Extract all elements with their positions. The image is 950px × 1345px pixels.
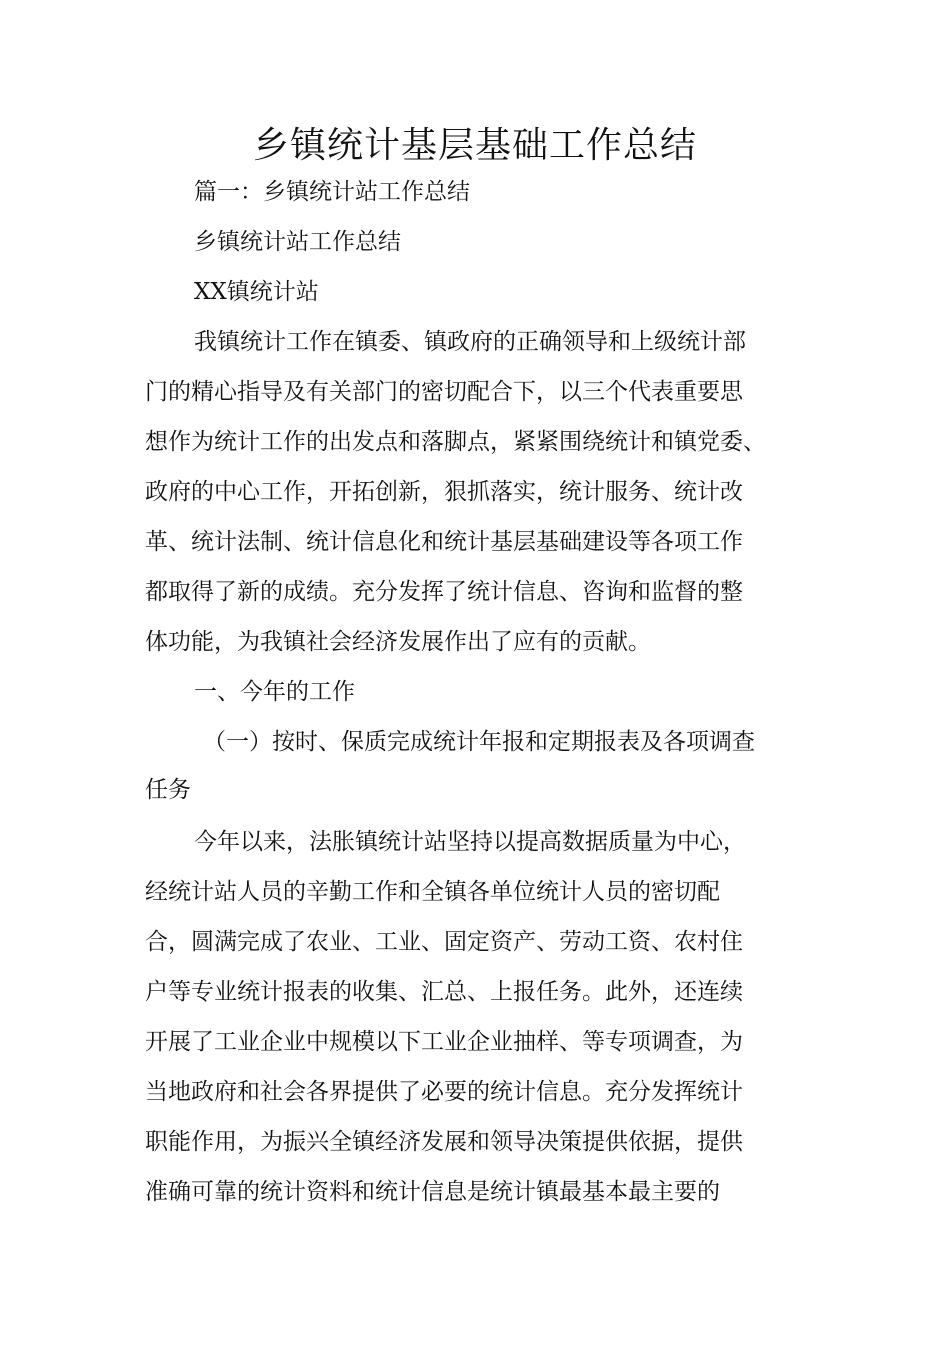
section-heading: 篇一：乡镇统计站工作总结	[194, 179, 470, 205]
paragraph-line: 都取得了新的成绩。充分发挥了统计信息、咨询和监督的整	[145, 579, 743, 605]
paragraph-line: 今年以来，法胀镇统计站坚持以提高数据质量为中心，	[194, 829, 746, 855]
paragraph-line: 门的精心指导及有关部门的密切配合下，以三个代表重要思	[145, 379, 743, 405]
paragraph-line: 准确可靠的统计资料和统计信息是统计镇最基本最主要的	[145, 1179, 720, 1205]
paragraph-line: 我镇统计工作在镇委、镇政府的正确领导和上级统计部	[194, 329, 746, 355]
paragraph-line: 当地政府和社会各界提供了必要的统计信息。充分发挥统计	[145, 1079, 743, 1105]
paragraph-line: 体功能，为我镇社会经济发展作出了应有的贡献。	[145, 629, 651, 655]
paragraph-line: 合，圆满完成了农业、工业、固定资产、劳动工资、农村住	[145, 929, 743, 955]
paragraph-line: 经统计站人员的辛勤工作和全镇各单位统计人员的密切配	[145, 879, 720, 905]
document-title: 乡镇统计基层基础工作总结	[252, 125, 697, 166]
paragraph-line: 想作为统计工作的出发点和落脚点，紧紧围绕统计和镇党委、	[145, 429, 766, 455]
paragraph-line: 开展了工业企业中规模以下工业企业抽样、等专项调查，为	[145, 1029, 743, 1055]
subsection-heading: （一）按时、保质完成统计年报和定期报表及各项调查	[203, 729, 755, 755]
paragraph-line: 革、统计法制、统计信息化和统计基层基础建设等各项工作	[145, 529, 743, 555]
author-line: XX镇统计站	[194, 279, 319, 305]
paragraph-line: 政府的中心工作，开拓创新，狠抓落实，统计服务、统计改	[145, 479, 743, 505]
subtitle: 乡镇统计站工作总结	[194, 229, 401, 255]
paragraph-line: 户等专业统计报表的收集、汇总、上报任务。此外，还连续	[145, 979, 743, 1005]
section-heading: 一、今年的工作	[194, 679, 355, 705]
paragraph-line: 职能作用，为振兴全镇经济发展和领导决策提供依据，提供	[145, 1129, 743, 1155]
subsection-heading: 任务	[145, 777, 191, 803]
